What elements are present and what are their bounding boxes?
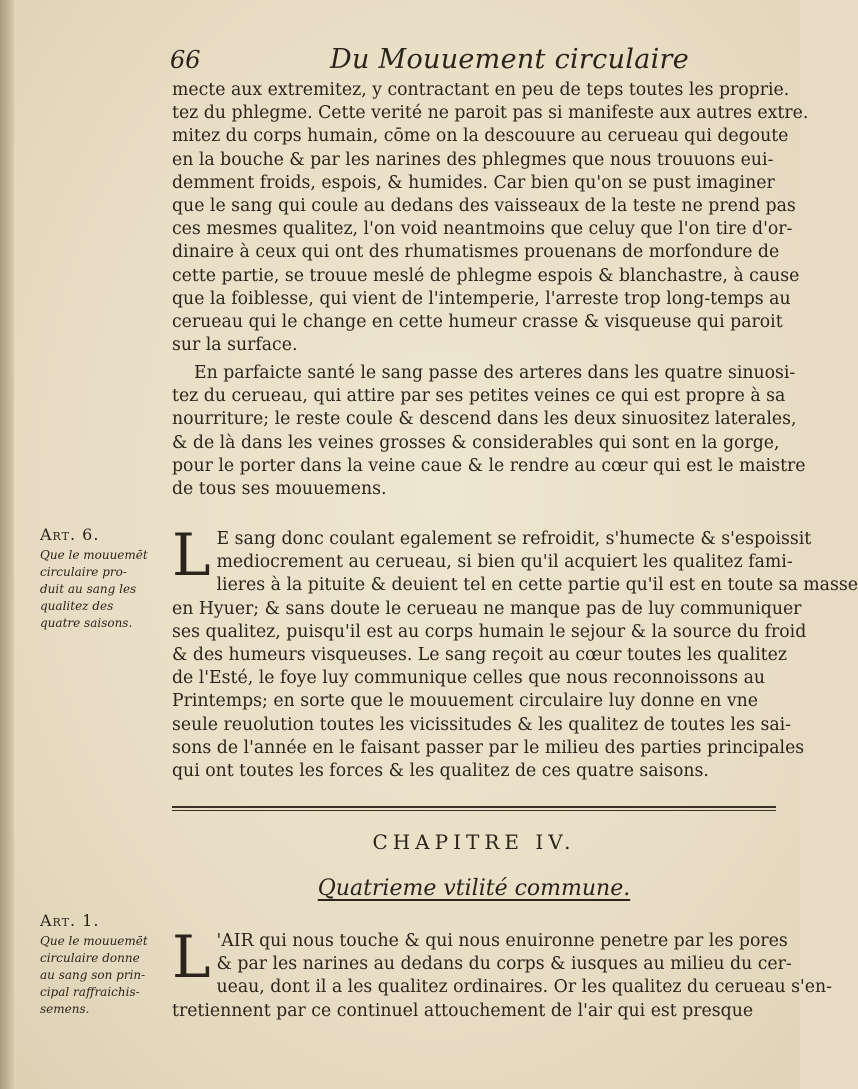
text-line: & des humeurs visqueuses. Le sang reçoit au cœur toutes les qualitez xyxy=(172,644,787,665)
section-divider xyxy=(172,806,776,811)
text-line: nourriture; le reste coule & descend dans les deux sinuositez laterales, xyxy=(172,409,797,430)
margin-note-line: duit au sang les xyxy=(40,582,137,596)
text-line: mitez du corps humain, cōme on la descouure au cerueau qui degoute xyxy=(172,126,789,147)
text-line: E sang donc coulant egalement se refroidit, s'humecte & s'espoissit xyxy=(216,529,812,549)
text-line: que le sang qui coule au dedans des vaisseaux de la teste ne prend pas xyxy=(172,195,796,216)
margin-note-article-1 xyxy=(40,912,168,1018)
text-line: Printemps; en sorte que le mouuement circulaire luy donne en vne xyxy=(172,691,758,712)
margin-note-line: circulaire donne xyxy=(40,951,140,965)
text-line: ueau, dont il a les qualitez ordinaires. Or les qualitez du cerueau s'en- xyxy=(216,977,832,998)
paragraph-2 xyxy=(172,362,806,501)
text-line: 'AIR qui nous touche & qui nous enuironne penetre par les pores xyxy=(216,931,788,951)
text-line: de l'Esté, le foye luy communique celles que nous reconnoissons au xyxy=(172,668,766,689)
text-line: seule reuolution toutes les vicissitudes & les qualitez de toutes les sai- xyxy=(172,714,792,735)
text-line: cette partie, se trouue meslé de phlegme espois & blanchastre, à cause xyxy=(172,265,800,286)
margin-note-line: qualitez des xyxy=(40,599,114,613)
chapter-title: CHAPITRE IV. xyxy=(372,830,576,854)
text-line: dinaire à ceux qui ont des rhumatismes prouenans de morfondure de xyxy=(172,242,780,263)
article-label: Art. 6. xyxy=(40,525,100,544)
margin-note-line: semens. xyxy=(40,1002,90,1016)
margin-note-article-6 xyxy=(40,526,168,632)
text-line: cerueau qui le change en cette humeur crasse & visqueuse qui paroit xyxy=(172,311,783,332)
text-line: qui ont toutes les forces & les qualitez de ces quatre saisons. xyxy=(172,760,709,781)
margin-note-line: Que le mouuemēt xyxy=(40,934,148,948)
text-line: que la foiblesse, qui vient de l'intemperie, l'arreste trop long-temps au xyxy=(172,288,791,309)
running-title: Du Mouuement circulaire xyxy=(330,44,690,75)
margin-note-line: au sang son prin- xyxy=(40,968,146,982)
drop-cap: L xyxy=(172,923,211,991)
article-label: Art. 1. xyxy=(40,911,100,930)
text-line: & par les narines au dedans du corps & iusques au milieu du cer- xyxy=(216,954,792,975)
article-6-text xyxy=(172,521,858,783)
text-line: mediocrement au cerueau, si bien qu'il acquiert les qualitez fami- xyxy=(216,552,793,573)
margin-note-line: Que le mouuemēt xyxy=(40,548,148,562)
text-line: ces mesmes qualitez, l'on void neantmoins que celuy que l'on tire d'or- xyxy=(172,219,793,240)
paragraph-1 xyxy=(172,79,809,357)
article-1-text xyxy=(172,923,832,1023)
text-line: & de là dans les veines grosses & considerables qui sont en la gorge, xyxy=(172,432,780,453)
text-line: En parfaicte santé le sang passe des arteres dans les quatre sinuosi- xyxy=(194,363,796,383)
text-line: ses qualitez, puisqu'il est au corps humain le sejour & la source du froid xyxy=(172,621,807,642)
chapter-subtitle: Quatrieme vtilité commune. xyxy=(317,876,631,901)
text-line: tez du cerueau, qui attire par ses petites veines ce qui est propre à sa xyxy=(172,386,786,407)
text-line: lieres à la pituite & deuient tel en cette partie qu'il est en toute sa masse xyxy=(216,575,858,596)
text-line: en la bouche & par les narines des phlegmes que nous trouuons eui- xyxy=(172,149,774,170)
drop-cap: L xyxy=(172,521,211,589)
text-line: sons de l'année en le faisant passer par le milieu des parties principales xyxy=(172,737,805,758)
page-header xyxy=(170,42,770,78)
text-line: sur la surface. xyxy=(172,335,298,356)
text-line: mecte aux extremitez, y contractant en peu de teps toutes les proprie. xyxy=(172,80,790,100)
text-line: pour le porter dans la veine caue & le rendre au cœur qui est le maistre xyxy=(172,455,806,476)
text-line: de tous ses mouuemens. xyxy=(172,478,387,499)
margin-note-line: circulaire pro- xyxy=(40,565,127,579)
margin-note-line: cipal raffraichis- xyxy=(40,985,140,999)
page-gutter xyxy=(0,0,14,1089)
page-number: 66 xyxy=(170,46,201,74)
margin-note-line: quatre saisons. xyxy=(40,616,133,630)
text-line: demment froids, espois, & humides. Car bien qu'on se pust imaginer xyxy=(172,172,775,193)
text-line: tretiennent par ce continuel attouchement de l'air qui est presque xyxy=(172,1000,754,1021)
text-line: en Hyuer; & sans doute le cerueau ne manque pas de luy communiquer xyxy=(172,598,802,619)
text-line: tez du phlegme. Cette verité ne paroit pas si manifeste aux autres extre. xyxy=(172,103,809,124)
